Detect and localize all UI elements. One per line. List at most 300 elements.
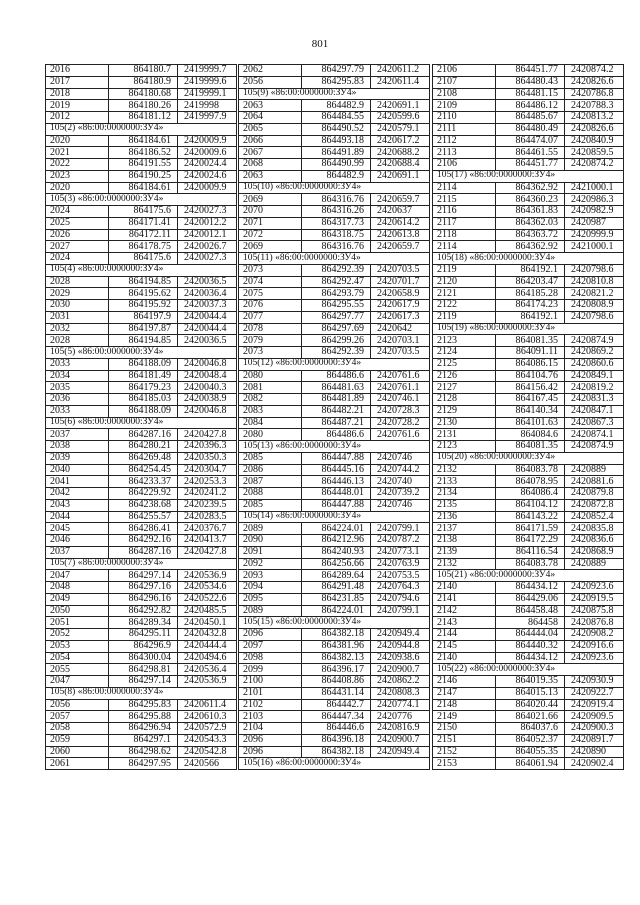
section-header-row — [433, 323, 624, 335]
x-coordinate-cell: 864197.87 — [109, 323, 178, 335]
y-coordinate-cell: 2420761.6 — [371, 370, 430, 382]
x-coordinate-cell: 864178.75 — [109, 241, 178, 253]
y-coordinate-cell: 2420808.3 — [371, 687, 430, 699]
y-coordinate-cell: 2420413.7 — [178, 535, 237, 547]
y-coordinate-cell: 2420909.5 — [565, 711, 624, 723]
table-row — [239, 558, 430, 570]
x-coordinate-cell: 864195.92 — [109, 300, 178, 312]
section-header-row — [239, 441, 430, 453]
point-number-cell: 2096 — [239, 734, 302, 746]
x-coordinate-cell: 864116.54 — [496, 546, 565, 558]
table-row — [433, 123, 624, 135]
x-coordinate-cell: 864445.16 — [302, 464, 371, 476]
point-number-cell: 2133 — [433, 476, 496, 488]
y-coordinate-cell: 2420849.1 — [565, 370, 624, 382]
table-row — [46, 405, 237, 417]
table-row — [433, 394, 624, 406]
x-coordinate-cell: 864233.37 — [109, 476, 178, 488]
point-number-cell: 2027 — [46, 241, 109, 253]
x-coordinate-cell: 864293.79 — [302, 288, 371, 300]
point-number-cell: 2137 — [433, 523, 496, 535]
point-number-cell: 2091 — [239, 546, 302, 558]
point-number-cell: 2063 — [239, 100, 302, 112]
section-header-row — [46, 264, 237, 276]
x-coordinate-cell: 864296.9 — [109, 640, 178, 652]
point-number-cell: 2102 — [239, 699, 302, 711]
point-number-cell: 2067 — [239, 147, 302, 159]
point-number-cell: 2071 — [239, 217, 302, 229]
y-coordinate-cell: 2420739.2 — [371, 488, 430, 500]
point-number-cell: 2049 — [46, 593, 109, 605]
table-row — [46, 452, 237, 464]
x-coordinate-cell: 864186.52 — [109, 147, 178, 159]
table-row — [239, 676, 430, 688]
point-number-cell: 2017 — [46, 76, 109, 88]
x-coordinate-cell: 864295.83 — [302, 76, 371, 88]
y-coordinate-cell: 2420617.2 — [371, 135, 430, 147]
table-row — [239, 570, 430, 582]
section-header: 105(15) «86:00:0000000:ЗУ4» — [239, 617, 430, 629]
table-row — [46, 206, 237, 218]
y-coordinate-cell: 2420919.5 — [565, 593, 624, 605]
x-coordinate-cell: 864300.04 — [109, 652, 178, 664]
x-coordinate-cell: 864081.35 — [496, 441, 565, 453]
section-header: 105(19) «86:00:0000000:ЗУ4» — [433, 323, 624, 335]
point-number-cell: 2016 — [46, 65, 109, 77]
table-row — [239, 593, 430, 605]
table-row — [46, 676, 237, 688]
table-row — [239, 546, 430, 558]
table-row — [433, 476, 624, 488]
point-number-cell: 2117 — [433, 217, 496, 229]
y-coordinate-cell: 2420534.6 — [178, 582, 237, 594]
x-coordinate-cell: 864086.4 — [496, 488, 565, 500]
y-coordinate-cell: 2420040.3 — [178, 382, 237, 394]
y-coordinate-cell: 2419997.9 — [178, 112, 237, 124]
y-coordinate-cell: 2420613.8 — [371, 229, 430, 241]
y-coordinate-cell: 2420819.2 — [565, 382, 624, 394]
point-number-cell: 2116 — [433, 206, 496, 218]
x-coordinate-cell: 864490.99 — [302, 159, 371, 171]
table-row — [239, 229, 430, 241]
y-coordinate-cell: 2420869.2 — [565, 347, 624, 359]
x-coordinate-cell: 864451.77 — [496, 65, 565, 77]
x-coordinate-cell: 864280.21 — [109, 441, 178, 453]
point-number-cell: 2043 — [46, 499, 109, 511]
table-row — [239, 417, 430, 429]
table-row — [433, 206, 624, 218]
point-number-cell: 2045 — [46, 523, 109, 535]
y-coordinate-cell: 2420728.2 — [371, 417, 430, 429]
table-row — [433, 65, 624, 77]
y-coordinate-cell: 2420826.6 — [565, 123, 624, 135]
table-row — [46, 394, 237, 406]
table-row — [433, 511, 624, 523]
y-coordinate-cell: 2420239.5 — [178, 499, 237, 511]
y-coordinate-cell: 2420847.1 — [565, 405, 624, 417]
y-coordinate-cell: 2420938.6 — [371, 652, 430, 664]
point-number-cell: 2063 — [239, 170, 302, 182]
section-header-row — [433, 452, 624, 464]
x-coordinate-cell: 864180.26 — [109, 100, 178, 112]
x-coordinate-cell: 864447.88 — [302, 452, 371, 464]
point-number-cell: 2085 — [239, 452, 302, 464]
table-row — [239, 746, 430, 758]
point-number-cell: 2024 — [46, 253, 109, 265]
point-number-cell: 2022 — [46, 159, 109, 171]
point-number-cell: 2072 — [239, 229, 302, 241]
point-number-cell: 2065 — [239, 123, 302, 135]
x-coordinate-cell: 864491.89 — [302, 147, 371, 159]
y-coordinate-cell: 2420919.4 — [565, 699, 624, 711]
x-coordinate-cell: 864429.06 — [496, 593, 565, 605]
y-coordinate-cell: 2420444.4 — [178, 640, 237, 652]
point-number-cell: 2028 — [46, 276, 109, 288]
x-coordinate-cell: 864444.04 — [496, 629, 565, 641]
y-coordinate-cell: 2420764.3 — [371, 582, 430, 594]
y-coordinate-cell: 2420852.4 — [565, 511, 624, 523]
x-coordinate-cell: 864055.35 — [496, 746, 565, 758]
y-coordinate-cell: 2420611.4 — [178, 699, 237, 711]
point-number-cell: 2083 — [239, 405, 302, 417]
x-coordinate-cell: 864447.88 — [302, 499, 371, 511]
y-coordinate-cell: 2420876.8 — [565, 617, 624, 629]
table-row — [46, 617, 237, 629]
table-row — [46, 112, 237, 124]
table-row — [239, 629, 430, 641]
x-coordinate-cell: 864195.62 — [109, 288, 178, 300]
y-coordinate-cell: 2420044.4 — [178, 311, 237, 323]
table-row — [433, 546, 624, 558]
x-coordinate-cell: 864362.92 — [496, 241, 565, 253]
x-coordinate-cell: 864015.13 — [496, 687, 565, 699]
point-number-cell: 2024 — [46, 206, 109, 218]
table-row — [433, 241, 624, 253]
y-coordinate-cell: 2420617.9 — [371, 300, 430, 312]
point-number-cell: 2062 — [239, 65, 302, 77]
y-coordinate-cell: 2420036.5 — [178, 335, 237, 347]
table-row — [239, 370, 430, 382]
table-row — [46, 570, 237, 582]
table-row — [46, 100, 237, 112]
table-row — [46, 170, 237, 182]
y-coordinate-cell: 2420579.1 — [371, 123, 430, 135]
table-row — [239, 147, 430, 159]
x-coordinate-cell: 864296.94 — [109, 723, 178, 735]
section-header-row — [239, 358, 430, 370]
table-row — [46, 488, 237, 500]
table-row — [239, 264, 430, 276]
table-row — [239, 687, 430, 699]
x-coordinate-cell: 864442.7 — [302, 699, 371, 711]
x-coordinate-cell: 864224.01 — [302, 523, 371, 535]
y-coordinate-cell: 2420599.6 — [371, 112, 430, 124]
x-coordinate-cell: 864297.16 — [109, 582, 178, 594]
point-number-cell: 2112 — [433, 135, 496, 147]
point-number-cell: 2069 — [239, 241, 302, 253]
section-header: 105(3) «86:00:0000000:ЗУ4» — [46, 194, 237, 206]
y-coordinate-cell: 2420691.1 — [371, 170, 430, 182]
table-row — [433, 229, 624, 241]
x-coordinate-cell: 864458.48 — [496, 605, 565, 617]
x-coordinate-cell: 864396.18 — [302, 734, 371, 746]
y-coordinate-cell: 2420900.3 — [565, 723, 624, 735]
x-coordinate-cell: 864289.64 — [302, 570, 371, 582]
table-row — [433, 405, 624, 417]
y-coordinate-cell: 2420703.5 — [371, 347, 430, 359]
x-coordinate-cell: 864083.78 — [496, 558, 565, 570]
section-header-row — [239, 253, 430, 265]
point-number-cell: 2121 — [433, 288, 496, 300]
table-row — [239, 335, 430, 347]
y-coordinate-cell: 2420891.7 — [565, 734, 624, 746]
table-row — [433, 617, 624, 629]
section-header-row — [239, 758, 430, 770]
table-row — [433, 629, 624, 641]
point-number-cell: 2135 — [433, 499, 496, 511]
y-coordinate-cell: 2420012.2 — [178, 217, 237, 229]
point-number-cell: 2089 — [239, 605, 302, 617]
table-row — [239, 723, 430, 735]
section-header: 105(8) «86:00:0000000:ЗУ4» — [46, 687, 237, 699]
point-number-cell: 2033 — [46, 405, 109, 417]
point-number-cell: 2053 — [46, 640, 109, 652]
point-number-cell: 2107 — [433, 76, 496, 88]
y-coordinate-cell: 2420642 — [371, 323, 430, 335]
table-row — [239, 65, 430, 77]
table-row — [46, 711, 237, 723]
table-row — [433, 358, 624, 370]
x-coordinate-cell: 864299.26 — [302, 335, 371, 347]
point-number-cell: 2088 — [239, 488, 302, 500]
point-number-cell: 2104 — [239, 723, 302, 735]
table-row — [239, 699, 430, 711]
y-coordinate-cell: 2420009.6 — [178, 147, 237, 159]
y-coordinate-cell: 2420874.9 — [565, 441, 624, 453]
y-coordinate-cell: 2421000.1 — [565, 241, 624, 253]
section-header-row — [239, 511, 430, 523]
point-number-cell: 2051 — [46, 617, 109, 629]
point-number-cell: 2054 — [46, 652, 109, 664]
table-row — [433, 288, 624, 300]
y-coordinate-cell: 2420987 — [565, 217, 624, 229]
table-row — [433, 311, 624, 323]
x-coordinate-cell: 864297.77 — [302, 311, 371, 323]
y-coordinate-cell: 2420902.4 — [565, 758, 624, 770]
point-number-cell: 2115 — [433, 194, 496, 206]
x-coordinate-cell: 864480.49 — [496, 123, 565, 135]
table-row — [433, 182, 624, 194]
y-coordinate-cell: 2420908.2 — [565, 629, 624, 641]
table-row — [433, 699, 624, 711]
table-row — [433, 88, 624, 100]
x-coordinate-cell: 864184.61 — [109, 182, 178, 194]
x-coordinate-cell: 864480.43 — [496, 76, 565, 88]
point-number-cell: 2106 — [433, 159, 496, 171]
y-coordinate-cell: 2420867.3 — [565, 417, 624, 429]
section-header: 105(5) «86:00:0000000:ЗУ4» — [46, 347, 237, 359]
y-coordinate-cell: 2420637 — [371, 206, 430, 218]
x-coordinate-cell: 864298.62 — [109, 746, 178, 758]
point-number-cell: 2098 — [239, 652, 302, 664]
point-number-cell: 2040 — [46, 464, 109, 476]
table-row — [46, 652, 237, 664]
x-coordinate-cell: 864179.23 — [109, 382, 178, 394]
point-number-cell: 2140 — [433, 582, 496, 594]
table-row — [433, 535, 624, 547]
y-coordinate-cell: 2420889 — [565, 464, 624, 476]
section-header: 105(6) «86:00:0000000:ЗУ4» — [46, 417, 237, 429]
x-coordinate-cell: 864171.59 — [496, 523, 565, 535]
y-coordinate-cell: 2420610.3 — [178, 711, 237, 723]
section-header-row — [46, 347, 237, 359]
y-coordinate-cell: 2420009.9 — [178, 182, 237, 194]
y-coordinate-cell: 2420999.9 — [565, 229, 624, 241]
table-row — [433, 687, 624, 699]
x-coordinate-cell: 864188.09 — [109, 358, 178, 370]
y-coordinate-cell: 2420836.6 — [565, 535, 624, 547]
section-header: 105(7) «86:00:0000000:ЗУ4» — [46, 558, 237, 570]
table-row — [433, 382, 624, 394]
y-coordinate-cell: 2420253.3 — [178, 476, 237, 488]
y-coordinate-cell: 2420763.9 — [371, 558, 430, 570]
table-row — [239, 112, 430, 124]
section-header: 105(10) «86:00:0000000:ЗУ4» — [239, 182, 430, 194]
x-coordinate-cell: 864382.18 — [302, 629, 371, 641]
point-number-cell: 2050 — [46, 605, 109, 617]
table-row — [433, 605, 624, 617]
x-coordinate-cell: 864297.79 — [302, 65, 371, 77]
x-coordinate-cell: 864084.6 — [496, 429, 565, 441]
x-coordinate-cell: 864081.35 — [496, 335, 565, 347]
y-coordinate-cell: 2420746 — [371, 452, 430, 464]
y-coordinate-cell: 2420701.7 — [371, 276, 430, 288]
x-coordinate-cell: 864184.61 — [109, 135, 178, 147]
x-coordinate-cell: 864083.78 — [496, 464, 565, 476]
table-row — [433, 300, 624, 312]
x-coordinate-cell: 864458 — [496, 617, 565, 629]
table-row — [46, 699, 237, 711]
y-coordinate-cell: 2420949.4 — [371, 629, 430, 641]
y-coordinate-cell: 2420826.6 — [565, 76, 624, 88]
y-coordinate-cell: 2420048.4 — [178, 370, 237, 382]
point-number-cell: 2055 — [46, 664, 109, 676]
table-row — [239, 664, 430, 676]
y-coordinate-cell: 2420566 — [178, 758, 237, 770]
x-coordinate-cell: 864295.83 — [109, 699, 178, 711]
table-row — [239, 382, 430, 394]
x-coordinate-cell: 864382.18 — [302, 746, 371, 758]
y-coordinate-cell: 2420536.4 — [178, 664, 237, 676]
table-row — [46, 605, 237, 617]
point-number-cell: 2120 — [433, 276, 496, 288]
point-number-cell: 2030 — [46, 300, 109, 312]
y-coordinate-cell: 2420799.1 — [371, 605, 430, 617]
coordinates-table-column-1 — [45, 64, 237, 770]
point-number-cell: 2044 — [46, 511, 109, 523]
point-number-cell: 2152 — [433, 746, 496, 758]
x-coordinate-cell: 864482.9 — [302, 170, 371, 182]
table-row — [46, 311, 237, 323]
x-coordinate-cell: 864185.28 — [496, 288, 565, 300]
x-coordinate-cell: 864021.66 — [496, 711, 565, 723]
point-number-cell: 2066 — [239, 135, 302, 147]
point-number-cell: 2026 — [46, 229, 109, 241]
y-coordinate-cell: 2420835.8 — [565, 523, 624, 535]
y-coordinate-cell: 2420862.2 — [371, 676, 430, 688]
point-number-cell: 2103 — [239, 711, 302, 723]
x-coordinate-cell: 864474.07 — [496, 135, 565, 147]
table-row — [433, 640, 624, 652]
table-row — [433, 429, 624, 441]
x-coordinate-cell: 864316.26 — [302, 206, 371, 218]
table-row — [46, 476, 237, 488]
y-coordinate-cell: 2420614.2 — [371, 217, 430, 229]
table-row — [239, 241, 430, 253]
x-coordinate-cell: 864240.93 — [302, 546, 371, 558]
table-row — [239, 159, 430, 171]
x-coordinate-cell: 864317.73 — [302, 217, 371, 229]
table-row — [433, 723, 624, 735]
x-coordinate-cell: 864481.15 — [496, 88, 565, 100]
y-coordinate-cell: 2420810.8 — [565, 276, 624, 288]
x-coordinate-cell: 864101.63 — [496, 417, 565, 429]
section-header: 105(20) «86:00:0000000:ЗУ4» — [433, 452, 624, 464]
table-row — [239, 194, 430, 206]
y-coordinate-cell: 2420027.3 — [178, 206, 237, 218]
point-number-cell: 2080 — [239, 370, 302, 382]
point-number-cell: 2145 — [433, 640, 496, 652]
point-number-cell: 2151 — [433, 734, 496, 746]
y-coordinate-cell: 2420659.7 — [371, 194, 430, 206]
point-number-cell: 2079 — [239, 335, 302, 347]
point-number-cell: 2122 — [433, 300, 496, 312]
y-coordinate-cell: 2420350.3 — [178, 452, 237, 464]
x-coordinate-cell: 864481.63 — [302, 382, 371, 394]
x-coordinate-cell: 864286.41 — [109, 523, 178, 535]
x-coordinate-cell: 864396.17 — [302, 664, 371, 676]
point-number-cell: 2113 — [433, 147, 496, 159]
point-number-cell: 2032 — [46, 323, 109, 335]
table-row — [46, 523, 237, 535]
y-coordinate-cell: 2420872.8 — [565, 499, 624, 511]
x-coordinate-cell: 864318.75 — [302, 229, 371, 241]
point-number-cell: 2089 — [239, 523, 302, 535]
coordinates-table-column-2 — [238, 64, 430, 770]
point-number-cell: 2056 — [46, 699, 109, 711]
x-coordinate-cell: 864381.96 — [302, 640, 371, 652]
table-row — [433, 347, 624, 359]
x-coordinate-cell: 864434.12 — [496, 652, 565, 664]
point-number-cell: 2078 — [239, 323, 302, 335]
point-number-cell: 2129 — [433, 405, 496, 417]
x-coordinate-cell: 864448.01 — [302, 488, 371, 500]
section-header-row — [433, 253, 624, 265]
point-number-cell: 2086 — [239, 464, 302, 476]
table-row — [46, 441, 237, 453]
x-coordinate-cell: 864447.34 — [302, 711, 371, 723]
table-row — [433, 100, 624, 112]
point-number-cell: 2140 — [433, 652, 496, 664]
table-row — [46, 546, 237, 558]
section-header: 105(14) «86:00:0000000:ЗУ4» — [239, 511, 430, 523]
section-header-row — [239, 182, 430, 194]
x-coordinate-cell: 864440.32 — [496, 640, 565, 652]
y-coordinate-cell: 2420860.6 — [565, 358, 624, 370]
y-coordinate-cell: 2420037.3 — [178, 300, 237, 312]
point-number-cell: 2142 — [433, 605, 496, 617]
point-number-cell: 2057 — [46, 711, 109, 723]
